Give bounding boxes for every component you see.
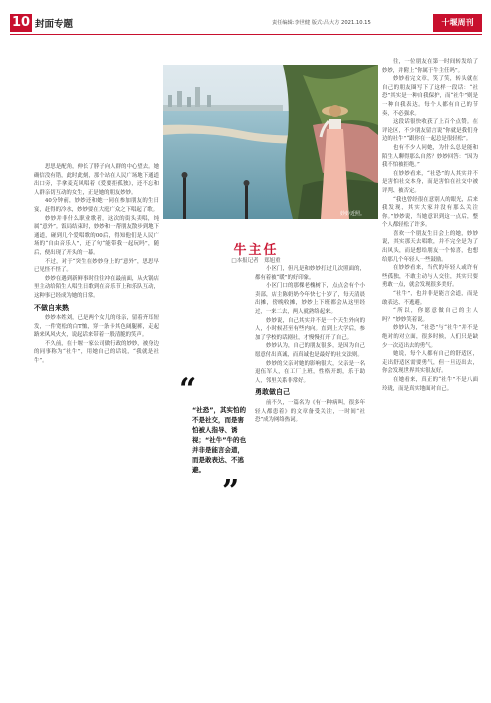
page-header (10, 14, 482, 32)
header-rule (10, 34, 482, 35)
paragraph: 妙妙说，自己其实并不是一个天生外向的人，小时候甚至有些内向。直到上大学后，参加了学校的话剧社，才慢慢打开了自己。 (255, 317, 365, 341)
article-title: 牛主任 (233, 243, 279, 258)
paragraph: 她说，每个人都有自己的舒适区，走出舒适区需要勇气，但一旦迈出去，你会发现世界其实很友好。 (382, 351, 478, 375)
paragraph: 在妙妙看来，“社恐”的人其实并不是害怕社交本身，而是害怕在社交中被评判、被否定。 (382, 170, 478, 194)
paragraph: 这段话很快收获了上百个点赞。在评论区，不少朋友留言说“你就是我们身边的社牛”“跟你在一起总是很轻松”。 (382, 119, 478, 143)
paragraph: 小区门，但凡是和妙妙打过几次照面的，都有着被“暖”的好印象。 (255, 266, 365, 281)
paragraph: 也有不少人问她，为什么总是能和陌生人聊得那么自然？妙妙回答：“因为我不怕被拒绝。” (382, 144, 478, 169)
column-2 (255, 265, 365, 645)
pull-quote: “社恐”，其实怕的不是社交，而是害怕被人指导、诱视；“社牛”牛的也并非是能言会道，而是敢表达、不逃避。 (192, 406, 247, 474)
paragraph: 妙妙的父亲对她的影响很大，父亲是一名退伍军人，在工厂上班，性格开朗，乐于助人，邻里关系非常好。 (255, 360, 365, 384)
subheading: 勇敢做自己 (255, 388, 290, 397)
paragraph: 妙妙认为，自己的朋友很多，是因为自己愿意付出真诚，而真诚也是最好的社交法则。 (255, 343, 365, 358)
newspaper-brand: 十堰周刊 (433, 14, 482, 32)
paragraph: “所以，你愿意做自己的主人吗？”妙妙笑着说。 (382, 308, 478, 323)
open-quote-icon: “ (179, 372, 197, 407)
article-byline: □本报记者 郑旭重 (231, 258, 281, 264)
subheading: 不做自来熟 (34, 303, 69, 312)
paragraph: 思思是配角，伸长了脖子向人群的中心望去。她确信没有错，此时此刻，那个站在人民广场地下通道出口旁，手拿麦克风唱着《爱要拒孤独》，还不忘和人群亲切互动的女生，正是她的朋友妙妙。 (34, 164, 159, 196)
paragraph: 在她看来，真正的“社牛”不是八面玲珑，而是真实地面对自己。 (382, 376, 478, 392)
paragraph: 前不久，一篇名为《有一种病叫，很多年轻人都患着》的文章备受关注，一时间“社恐”成为网络热词。 (255, 399, 365, 424)
close-quote-icon: ” (222, 474, 240, 509)
paragraph: 不过，对于“突生在妙妙身上的“意外”，思思早已见怪不怪了。 (34, 258, 159, 274)
photo-caption: 妙妙近照。 (340, 211, 366, 217)
paragraph: 妙妙认为，“社恐”与“社牛”并不是绝对的对立面，很多时候，人们只是缺少一次迈出去的勇气。 (382, 325, 478, 349)
paragraph: 往，一位朋友在第一时间转发给了妙妙，并附上“你属于牛主任吗”。 (382, 59, 478, 74)
column-4 (382, 58, 478, 643)
column-1 (34, 163, 159, 643)
paragraph: 妙妙在遇到新鲜事时往往冲在最前面，从火锅店里主动给陌生人唱生日歌到在音乐节上和乐队互动，这种事已经成为她的日常。 (34, 275, 159, 299)
paragraph: 妙妙看完文章，笑了笑，转头就在自己的朋友圈写下了这样一段话：“社恐”其实是一种自我保护，而“社牛”则是一种自我表达。每个人都有自己的节奏，不必强求。 (382, 76, 478, 117)
page-number: 10 (11, 15, 31, 30)
paragraph: “社牛”，也并非是能言会道，而是敢表达、不逃避。 (382, 291, 478, 306)
paragraph: 妙妙并非什么职业歌者，这次的街头卖唱，纯属“意外”。饭局结束时，妙妙和一帮朋友散步到地下通道，碰到几个爱唱歌的00后，得知他们是人民广场的“自由音乐人”，还了句“能带我一起玩吗”，随后，便出现了开头的一幕。 (34, 215, 159, 256)
paragraph: 小区门口的那棵老槐树下，点点会有个小卖部，店主陈奶奶今年快七十岁了，每天清晨出摊，傍晚收摊，妙妙上下班都会从这里经过，一来二去，两人就熟络起来。 (255, 283, 365, 315)
paragraph: 在妙妙看来，当代的年轻人或许有些孤独，不敢主动与人交往，其实只要勇敢一点，就会发现很多美好。 (382, 265, 478, 289)
paragraph: “我也曾经很在意别人的眼光，后来我发现，其实大家并没有那么关注你。”妙妙说，当她意识到这一点后，整个人都轻松了许多。 (382, 196, 478, 229)
paragraph: 妙妙本姓刘，已是两个女儿的母亲，留着齐耳短发，一件宽松的白T恤，穿一条卡其色阔腿裤，走起路来风风火火，说起话来带着一股清脆的笑声。 (34, 315, 159, 339)
section-title: 封面专题 (35, 19, 74, 30)
paragraph: 喜欢一个朋友生日会上的她，妙妙说，其实那天去唱歌，并不完全是为了出风头，而是想给朋友一个惊喜，也想给那几个年轻人一些鼓励。 (382, 230, 478, 263)
paragraph: 40分钟前，妙妙还和她一同在参加朋友的生日宴，赶得的冷水，妙妙要在大庭广众之下唱起了歌。 (34, 198, 159, 213)
photo-illustration (163, 65, 378, 219)
paragraph: 不久前，在十堰一家公司做行政的妙妙，被身边的同事称为“社牛”，用她自己的话说，“我就是社牛”。 (34, 340, 159, 365)
article-photo (163, 65, 378, 219)
editor-meta: 责任编辑:李世健 版式:吕大方 2021.10.15 (272, 20, 371, 26)
